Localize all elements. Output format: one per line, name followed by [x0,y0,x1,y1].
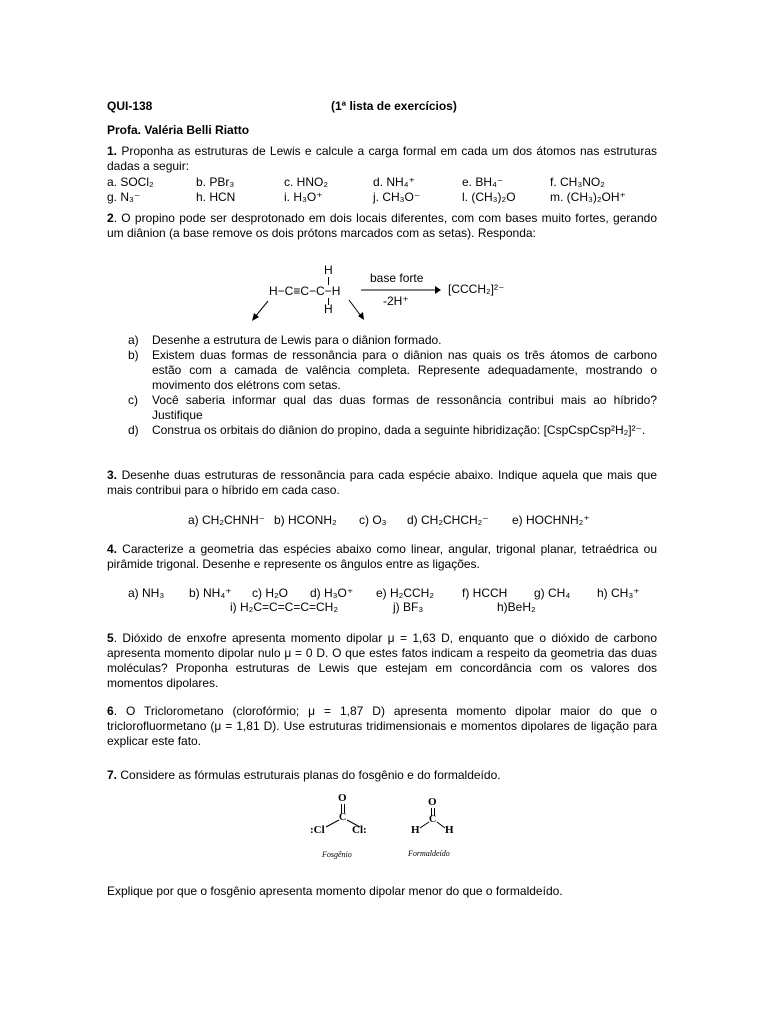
q4-item: a) NH₃ [128,586,165,600]
q1-item: a. SOCl₂ [107,175,154,189]
q4-item: g) CH₄ [534,586,571,600]
proton-loss-label: -2H⁺ [383,294,409,308]
q1-item: l. (CH₃)₂O [462,190,516,204]
q4-item: j) BF₃ [393,600,424,614]
professor-name: Profa. Valéria Belli Riatto [107,123,250,137]
question-text: Caracterize a geometria das espécies abaixo como linear, angular, trigonal planar, tetraédrica ou pirâmide trigonal. Desenhe e represente os ângulos entre as ligações. [107,542,657,571]
q4-item: e) H₂CCH₂ [376,586,434,600]
q1-item: h. HCN [196,190,236,204]
bottom-hydrogen: H [324,302,333,316]
question-text: Considere as fórmulas estruturais planas do fosgênio e do formaldeído. [120,768,501,782]
question-number: 6 [107,704,114,718]
question-6 [107,704,657,749]
q4-item: f) HCCH [462,586,508,600]
q4-item: i) H₂C=C=C=C=CH₂ [230,600,339,614]
proton-arrow-right-icon [347,299,367,321]
item-text: Existem duas formas de ressonância para o diânion nas quais os três átomos de carbono estão com a camada de valência completa. Represente adequadamente, mostrando o movimento dos elétrons com setas. [152,348,657,392]
phosgene-oxygen: O [338,792,347,804]
item-label: b) [128,348,139,362]
question-number: 7. [107,768,118,782]
q1-item: b. PBr₃ [196,175,235,189]
q3-item: c) O₃ [359,513,387,527]
list-item [128,333,657,348]
q3-item: a) CH₂CHNH⁻ [188,513,265,527]
phosgene-caption: Fosgênio [322,850,352,859]
q1-item: m. (CH₃)₂OH⁺ [550,190,626,204]
q1-item: c. HNO₂ [284,175,328,189]
q4-item: h) CH₃⁺ [597,586,640,600]
q3-item: e) HOCHNH₂⁺ [512,513,590,527]
q1-item: f. CH₃NO₂ [550,175,605,189]
question-7 [107,768,657,783]
q2-subquestions [128,333,657,438]
question-text: Proponha as estruturas de Lewis e calcule a carga formal em cada um dos átomos nas estruturas dadas a seguir: [107,144,658,173]
q3-item: b) HCONH₂ [274,513,337,527]
item-label: a) [128,333,139,347]
formaldehyde-structure [405,796,465,864]
question-text: . O Triclorometano (clorofórmio; μ = 1,87 D) apresenta momento dipolar maior do que o triclorofluormetano (μ = 1,81 D). Use estruturas tridimensionais e momentos dipolares de ligação para explicar este fato. [107,704,657,748]
q1-item: j. CH₃O⁻ [373,190,421,204]
course-code: QUI-138 [107,99,153,113]
question-4 [107,542,657,572]
phosgene-carbon: C [339,812,347,823]
q1-item: e. BH₄⁻ [462,175,504,189]
item-label: d) [128,423,139,437]
list-item [128,393,657,423]
phosgene-chlorine-left: :Cl [310,824,325,836]
question-number: 1. [107,144,118,158]
question-1 [107,144,657,174]
q4-item: b) NH₄⁺ [189,586,232,600]
phosgene-structure [308,792,378,864]
item-text: Construa os orbitais do diânion do propino, dada a seguinte hibridização: [CspCspCsp²H₂]²⁻. [152,423,646,437]
q7-closing-question: Explique por que o fosgênio apresenta momento dipolar menor do que o formaldeído. [107,884,563,898]
question-2 [107,211,657,241]
q1-item: g. N₃⁻ [107,190,141,204]
list-title: (1ª lista de exercícios) [331,99,457,113]
proton-arrow-left-icon [250,300,270,322]
propyne-reaction-scheme [250,262,520,322]
reagent-label: base forte [370,271,424,285]
item-text: Você saberia informar qual das duas formas de ressonância contribui mais ao híbrido? Justifique [152,393,657,422]
question-number: 2 [107,211,114,225]
q4-item: h)BeH₂ [497,600,536,614]
question-number: 3. [107,468,118,482]
formaldehyde-hydrogen-right: H [445,824,454,836]
q4-item: d) H₃O⁺ [310,586,354,600]
question-5 [107,631,657,691]
list-item [128,348,657,393]
q3-item: d) CH₂CHCH₂⁻ [407,513,489,527]
dianion-product: [CCCH₂]²⁻ [448,282,505,296]
item-label: c) [128,393,138,407]
formaldehyde-hydrogen-left: H [411,824,420,836]
q4-item: c) H₂O [252,586,288,600]
formaldehyde-caption: Formaldeído [408,849,450,858]
item-text: Desenhe a estrutura de Lewis para o diânion formado. [152,333,442,347]
propyne-chain: H−C≡C−C−H [269,284,341,298]
question-3 [107,468,657,498]
question-text: Desenhe duas estruturas de ressonância para cada espécie abaixo. Indique aquela que mais que mais contribui para o híbrido em cada caso. [107,468,657,497]
q1-item: i. H₃O⁺ [284,190,323,204]
formaldehyde-oxygen: O [428,796,437,808]
question-text: . Dióxido de enxofre apresenta momento dipolar μ = 1,63 D, enquanto que o dióxido de carbono apresenta momento dipolar nulo μ = 0 D. O que estes fatos indicam a respeito da geometria das duas moléculas? Proponha estruturas de Lewis que estejam em concordância com os valores dos momentos dipolares. [107,631,657,690]
q1-item: d. NH₄⁺ [373,175,415,189]
top-hydrogen: H [324,263,333,277]
formaldehyde-carbon: C [429,814,437,825]
question-number: 5 [107,631,114,645]
phosgene-chlorine-right: Cl: [352,824,367,836]
question-number: 4. [107,542,118,556]
question-text: . O propino pode ser desprotonado em dois locais diferentes, com com bases muito fortes, gerando um diânion (a base remove os dois prótons marcados com as setas). Responda: [107,211,657,240]
list-item [128,423,657,438]
